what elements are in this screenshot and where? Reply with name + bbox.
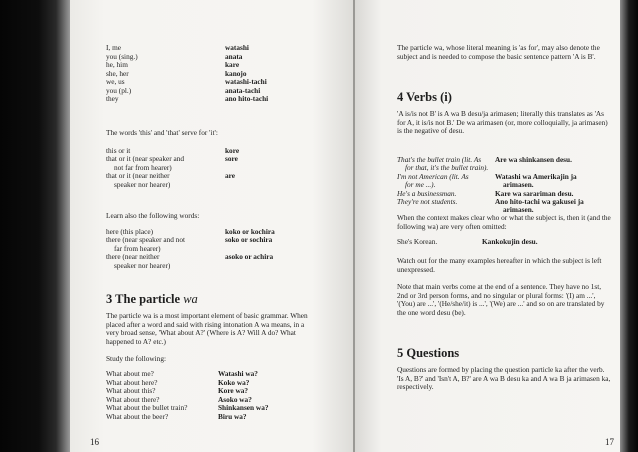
place-word-jp: asoko or achira [225,252,274,262]
section-4-heading [397,90,452,104]
demonstrative-en: not far from hearer) [114,162,172,172]
study-jp: Shinkansen wa? [218,403,269,412]
words-intro: The words 'this' and 'that' serve for 'it': [106,128,218,137]
section-title: Verbs (i) [406,90,452,104]
demonstrative-en: this or it [106,146,131,155]
pronoun-en: you (pl.) [106,85,132,95]
verbs-paragraph: 'A is/is not B' is A wa B desu/ja arimasen; literally this translates as 'As for A, it is/is not B.' De wa arimasen (or, more colloquially, ja arimasen) is the negative of desu. [397,109,608,136]
learn-intro: Learn also the following words: [106,211,200,220]
demonstrative-jp: sore [225,154,238,164]
place-word-jp: soko or sochira [225,235,273,245]
pronoun-en: they [106,94,119,103]
example-jp: arimasen. [503,205,534,215]
pronoun-en: you (sing.) [106,51,138,61]
intro-paragraph: The particle wa, whose literal meaning is 'as for', may also denote the subject and is needed to compose the basic sentence pattern 'A is B'. [397,43,600,61]
study-en: What about here? [106,377,158,387]
example-en: They're not students. [397,197,458,206]
section-5-heading [397,346,459,360]
place-word-jp: koko or kochira [225,227,275,236]
particle-paragraph: The particle wa is a most important element of basic grammar. When placed after a word and said with rising intonation A wa means, in a very broad sense, 'What about A?' (Where is A? Will A do? What happened to A? etc.) [106,311,308,346]
example-jp: Watashi wa Amerikajin ja [495,171,577,181]
pronoun-jp: anata-tachi [225,85,261,95]
place-word-en: here (this place) [106,227,153,236]
questions-paragraph: Questions are formed by placing the question particle ka after the verb. 'Is A, B?' and 'Isn't A, B?' are A wa B desu ka and A wa B ja arimasen ka, respectively. [397,365,611,392]
section-number: 5 [397,346,404,360]
example-en: He's a businessman. [397,188,457,198]
pronoun-jp: watashi [225,43,249,52]
watch-paragraph: Watch out for the many examples hereafter in which the subject is left unexpressed. [397,256,602,274]
pronoun-jp: ano hito-tachi [225,94,269,103]
right-page [355,0,620,452]
pronoun-jp: anata [225,51,243,61]
korean-example-en: She's Korean. [397,237,438,246]
study-jp: Watashi wa? [218,369,258,378]
example-en: That's the bullet train (lit. As [397,155,482,164]
pronoun-jp: kanojo [225,68,247,78]
demonstrative-en: that or it (near neither [106,171,170,181]
example-jp: arimasen. [503,180,534,190]
demonstrative-en: that or it (near speaker and [106,154,184,164]
study-en: What about me? [106,369,154,378]
pronoun-jp: watashi-tachi [225,77,267,86]
section-number: 4 [397,90,404,104]
book-edge-left [0,0,70,452]
note-paragraph: Note that main verbs come at the end of a sentence. They have no 1st, 2nd or 3rd person forms, and no singular or plural forms: '(I) am ...', '(You) are ...', '(He/she/it) is ...', '(We) are ...' and so on are translated by the one word desu (be). [397,282,605,317]
study-en: What about the beer? [106,411,169,421]
example-jp: Are wa shinkansen desu. [495,155,572,164]
pronoun-en: we, us [106,77,125,86]
page-number: 16 [90,437,99,447]
demonstrative-jp: kore [225,146,240,155]
book-edge-right [620,0,638,452]
place-word-en: there (near neither [106,252,160,262]
study-en: What about this? [106,386,156,395]
example-jp: Ano hito-tachi wa gakusei ja [495,197,584,206]
example-en: for that, it's the bullet train). [405,163,489,173]
study-jp: Koko wa? [218,377,250,387]
page-number: 17 [605,437,614,447]
study-jp: Kore wa? [218,386,249,395]
example-en: I'm not American (lit. As [397,171,469,181]
section-number: 3 [106,292,113,306]
section-3-heading [106,292,198,306]
pronoun-jp: kare [225,60,240,69]
context-paragraph: When the context makes clear who or what the subject is, then it (and the following wa) are very often omitted: [397,213,611,231]
pronoun-en: she, her [106,68,129,78]
study-jp: Biru wa? [218,411,247,421]
pronoun-en: he, him [106,60,128,69]
pronoun-en: I, me [106,43,121,52]
demonstrative-en: speaker nor hearer) [114,179,171,189]
korean-example-jp: Kankokujin desu. [482,237,538,246]
example-jp: Kare wa sarariman desu. [495,188,574,198]
place-word-en: there (near speaker and not [106,235,186,245]
study-jp: Asoko wa? [218,394,252,404]
study-en: What about there? [106,394,160,404]
section-title: The particle [115,292,181,306]
left-page [70,0,355,452]
section-title: Questions [406,346,460,360]
study-intro: Study the following: [106,354,166,363]
place-word-en: speaker nor hearer) [114,260,171,270]
place-word-en: far from hearer) [114,243,161,253]
section-title-italic: wa [183,292,198,306]
example-en: for me ...). [405,180,436,190]
study-en: What about the bullet train? [106,403,188,412]
demonstrative-jp: are [225,171,235,181]
